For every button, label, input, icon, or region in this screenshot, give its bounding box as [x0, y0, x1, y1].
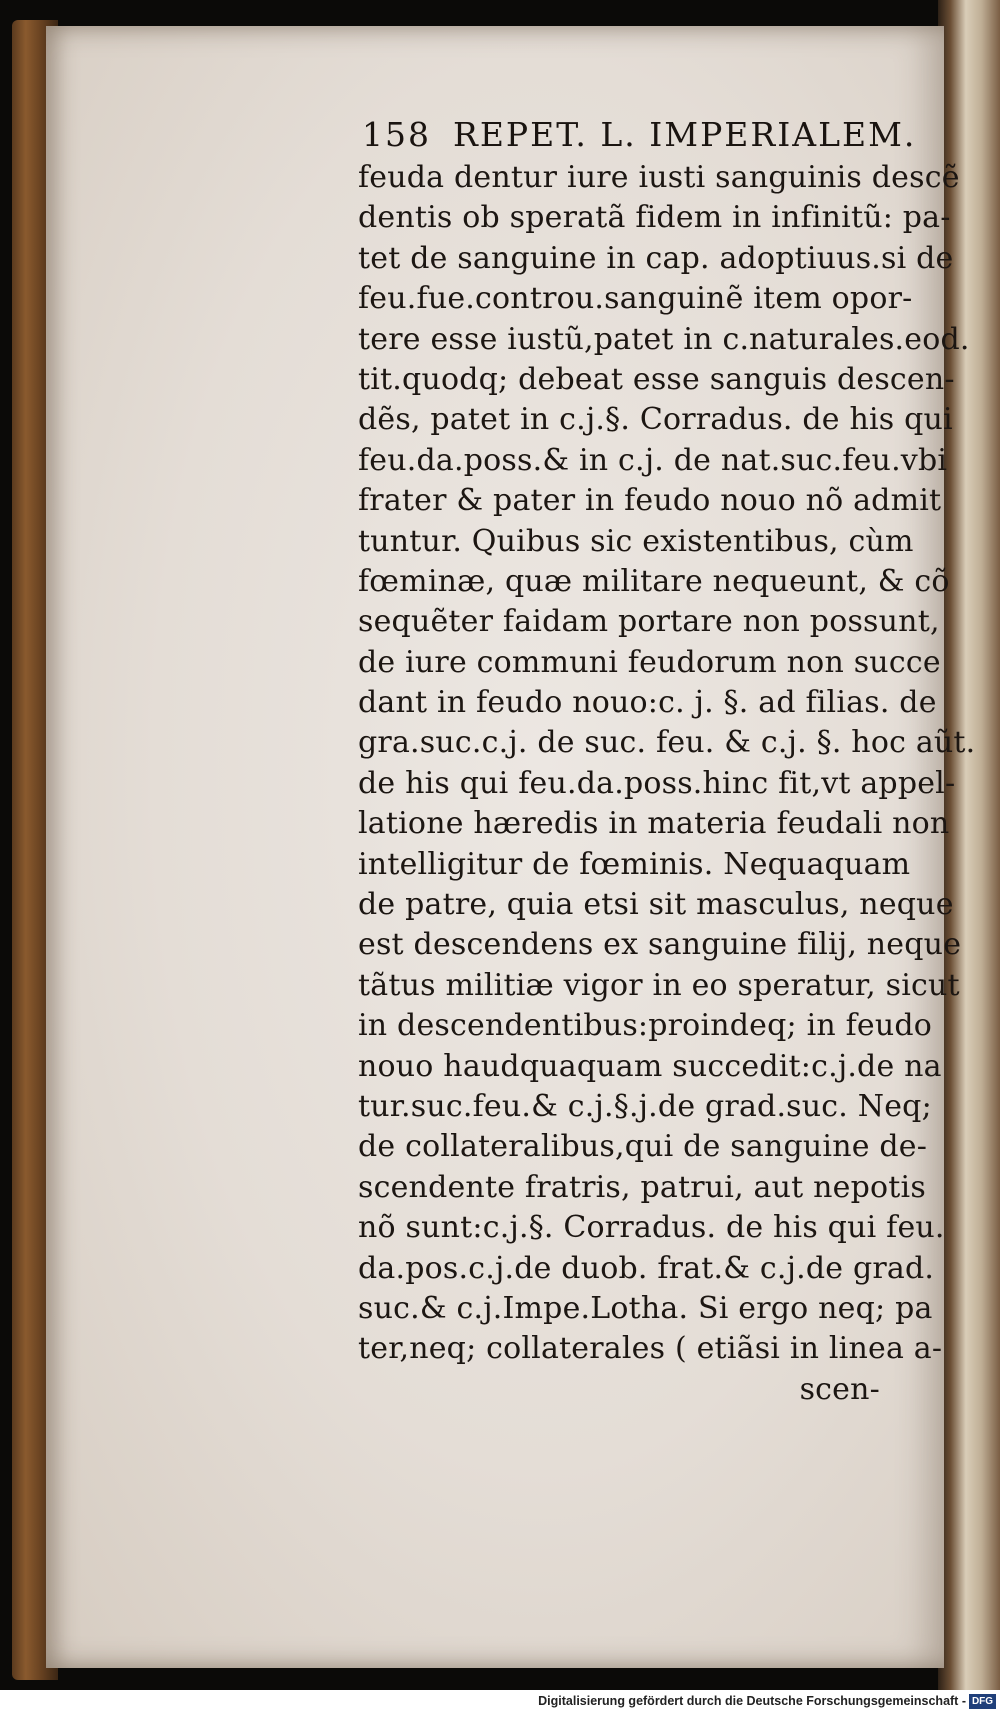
text-line: scendente fratris, patrui, aut nepotis — [358, 1169, 926, 1205]
text-line: intelligitur de fœminis. Nequaquam — [358, 846, 911, 882]
text-line: dẽs, patet in c.j.§. Corradus. de his qui — [358, 402, 953, 438]
text-line: tit.quodq; debeat esse sanguis descen- — [358, 361, 955, 397]
page-number: 158 — [362, 115, 431, 154]
text-line: tur.suc.feu.& c.j.§.j.de grad.suc. Neq; — [358, 1088, 932, 1124]
text-line: de collateralibus,qui de sanguine de- — [358, 1129, 928, 1165]
text-line: de iure communi feudorum non succe — [358, 644, 941, 680]
text-line: tet de sanguine in cap. adoptiuus.si de — [358, 240, 954, 276]
digitization-footer — [0, 1690, 1000, 1715]
text-line: feu.fue.controu.sanguinẽ item opor- — [358, 281, 913, 317]
text-line: suc.& c.j.Impe.Lotha. Si ergo neq; pa — [358, 1290, 933, 1326]
text-line: nõ sunt:c.j.§. Corradus. de his qui feu. — [358, 1210, 945, 1246]
text-line: ter,neq; collaterales ( etiãsi in linea a- — [358, 1331, 943, 1367]
funding-credit: Digitalisierung gefördert durch die Deutsche Forschungsgemeinschaft - — [538, 1694, 966, 1708]
text-line: tuntur. Quibus sic existentibus, cùm — [358, 523, 914, 559]
text-line: feu.da.poss.& in c.j. de nat.suc.feu.vbi — [358, 442, 948, 478]
text-block — [358, 158, 976, 1410]
text-line: feuda dentur iure iusti sanguinis descẽ — [358, 160, 960, 195]
text-line: dant in feudo nouo:c. j. §. ad filias. de — [358, 685, 937, 721]
text-line: sequẽter faidam portare non possunt, — [358, 604, 940, 640]
text-line: fœminæ, quæ militare nequeunt, & cõ — [358, 563, 950, 599]
text-line: tãtus militiæ vigor in eo speratur, sicut — [358, 967, 960, 1003]
dfg-logo: DFG — [969, 1694, 996, 1709]
text-line: frater & pater in feudo nouo nõ admit — [358, 483, 942, 519]
catchword: scen- — [799, 1371, 880, 1407]
text-line: de patre, quia etsi sit masculus, neque — [358, 887, 954, 923]
text-line: gra.suc.c.j. de suc. feu. & c.j. §. hoc aũt. — [358, 725, 976, 761]
text-line: in descendentibus:proindeq; in feudo — [358, 1008, 933, 1044]
running-title: REPET. L. IMPERIALEM. — [453, 115, 917, 154]
running-header — [362, 115, 922, 154]
text-line: da.pos.c.j.de duob. frat.& c.j.de grad. — [358, 1250, 935, 1286]
text-line: latione hæredis in materia feudali non — [358, 806, 950, 842]
text-line: dentis ob speratã fidem in infinitũ: pa- — [358, 200, 951, 236]
text-line: tere esse iustũ,patet in c.naturales.eod. — [358, 321, 970, 357]
text-line: est descendens ex sanguine filij, neque — [358, 927, 962, 963]
text-line: nouo haudquaquam succedit:c.j.de na — [358, 1048, 942, 1084]
text-line: de his qui feu.da.poss.hinc fit,vt appel- — [358, 765, 956, 801]
